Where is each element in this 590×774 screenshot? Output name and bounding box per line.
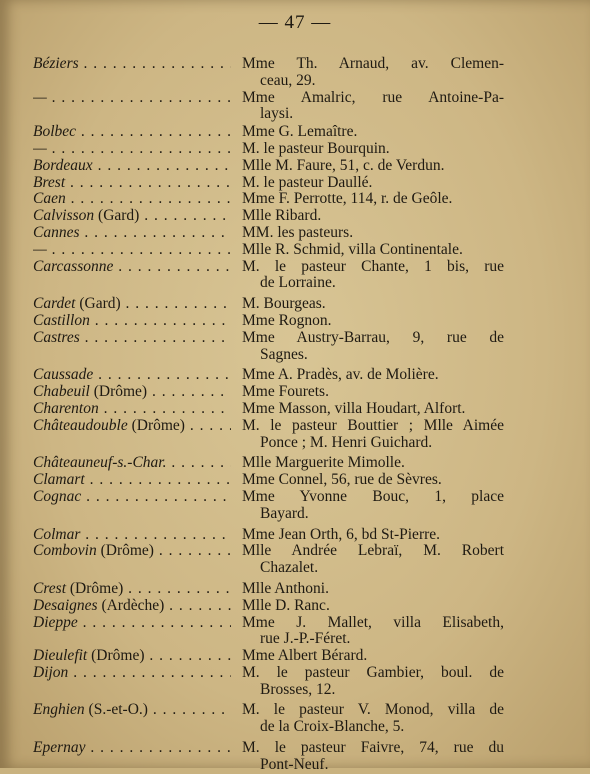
page-number: — 47 — [258,12,332,33]
contact-person [242,90,504,124]
place-region: (Ardèche) [101,597,165,614]
directory-entry [0,615,590,649]
place-label: Châteaudouble [33,417,128,434]
directory-entry [0,158,590,175]
directory-entry [0,401,590,418]
directory-entry [0,527,590,544]
directory-entry [0,740,590,774]
contact-line: Pont-Neuf. [260,755,329,773]
place-region: (Drôme) [93,384,148,401]
place-label: Dieppe [33,614,78,631]
place-name [33,124,231,141]
directory-entry [0,472,590,489]
contact-person [242,175,504,192]
place-name [33,455,231,472]
contact-person [242,124,504,141]
directory-entry [0,259,590,293]
directory-entry [0,418,590,452]
place-name [33,225,231,242]
place-label: Caen [33,191,66,208]
place-label: Castres [33,329,80,346]
contact-line: rue J.-P.-Féret. [260,630,351,648]
contact-person [242,489,504,523]
contact-line: Sagnes. [260,345,308,363]
place-name [33,472,231,489]
contact-line: Mme Connel, 56, rue de Sèvres. [242,471,442,489]
contact-person [242,543,504,577]
contact-line: Mme Austry-Barrau, 9, rue de [242,328,504,346]
contact-person [242,296,504,313]
directory-entry [0,581,590,598]
contact-line: Chazalet. [260,559,319,577]
place-name [33,401,231,418]
place-label: Charenton [33,400,99,417]
directory-entry [0,330,590,364]
place-name [33,384,231,401]
place-label: Carcassonne [33,258,114,275]
directory-entry [0,175,590,192]
place-label: Calvisson [33,208,95,225]
contact-person [242,598,504,615]
directory-entry [0,141,590,158]
place-label: Béziers [33,56,79,72]
contact-line: Mme Yvonne Bouc, 1, place [242,487,504,505]
contact-person [242,615,504,649]
contact-line: Mme Fourets. [242,383,329,401]
place-label: Castillon [33,312,90,329]
contact-line: M. le pasteur Chante, 1 bis, rue [242,257,504,275]
place-name [33,158,231,175]
contact-line: Mme Jean Orth, 6, bd St-Pierre. [242,525,441,543]
contact-person [242,455,504,472]
directory-entry [0,648,590,665]
contact-line: M. le pasteur Faivre, 74, rue du [242,739,504,757]
contact-line: Mme Rognon. [242,311,332,329]
contact-line: Mme A. Pradès, av. de Molière. [242,366,439,384]
directory-entry [0,598,590,615]
contact-person [242,191,504,208]
place-label: Clamart [33,472,85,489]
contact-line: M. le pasteur Daullé. [242,173,373,191]
directory-entry [0,313,590,330]
contact-person [242,330,504,364]
contact-line: Mlle Andrée Lebraï, M. Robert [242,542,504,560]
directory-entry [0,225,590,242]
directory-entry [0,367,590,384]
contact-line: MM. les pasteurs. [242,223,354,241]
place-label: Dieulefit [33,648,88,665]
place-name [33,141,231,158]
place-region: (S.-et-O.) [88,702,148,719]
contact-line: M. le pasteur Bouttier ; Mlle Aimée [242,416,504,434]
place-region: (Drôme) [91,648,145,665]
contact-person [242,384,504,401]
place-label: Bolbec [33,124,77,141]
contact-line: Mme G. Lemaître. [242,123,358,141]
contact-person [242,418,504,452]
contact-person [242,208,504,225]
contact-line: Mme F. Perrotte, 114, r. de Geôle. [242,190,453,208]
directory-list [0,56,590,774]
contact-line: M. le pasteur V. Monod, villa de [242,701,504,719]
place-label: Cannes [33,224,80,241]
contact-person [242,472,504,489]
contact-line: Mme Masson, villa Houdart, Alfort. [242,399,466,417]
contact-person [242,648,504,665]
place-name [33,175,231,192]
place-label: Châteauneuf-s.-Char. [33,455,167,472]
contact-line: Ponce ; M. Henri Guichard. [260,433,433,451]
contact-line: de Lorraine. [260,274,336,292]
contact-line: laysi. [260,105,294,123]
directory-entry [0,191,590,208]
contact-line: M. le pasteur Bourquin. [242,139,390,157]
place-label: Crest [33,580,67,597]
place-name [33,702,231,719]
contact-person [242,313,504,330]
place-name [33,367,231,384]
place-region: (Gard) [79,296,121,313]
place-region: (Drôme) [100,543,154,560]
place-name [33,208,231,225]
contact-person [242,367,504,384]
place-label: Caussade [33,367,94,384]
place-label: Cognac [33,488,82,505]
contact-line: Bayard. [260,504,309,522]
contact-person [242,665,504,699]
contact-person [242,225,504,242]
contact-line: Mme Th. Arnaud, av. Clemen- [242,55,504,72]
contact-line: M. le pasteur Gambier, boul. de [242,663,504,681]
place-name [33,259,231,276]
place-name [33,242,231,259]
place-region: (Drôme) [131,417,185,434]
contact-person [242,141,504,158]
place-label: Combovin [33,543,97,560]
place-name [33,330,231,347]
place-name [33,56,231,73]
directory-entry [0,702,590,736]
contact-line: ceau, 29. [260,71,316,89]
contact-line: Mlle R. Schmid, villa Continentale. [242,240,463,258]
place-label: Brest [33,174,66,191]
contact-line: Mme Amalric, rue Antoine-Pa- [242,88,504,106]
contact-person [242,401,504,418]
place-name [33,615,231,632]
place-label: Chabeuil [33,384,90,401]
place-label: Dijon [33,664,69,681]
place-label: — [33,140,47,157]
contact-person [242,158,504,175]
place-label: Cardet [33,296,76,313]
contact-person [242,702,504,736]
contact-line: Mme J. Mallet, villa Elisabeth, [242,613,504,631]
place-region: (Drôme) [69,580,124,597]
directory-entry [0,543,590,577]
contact-person [242,527,504,544]
directory-entry [0,90,590,124]
directory-entry [0,489,590,523]
contact-line: Mlle Anthoni. [242,579,329,597]
contact-person [242,259,504,293]
place-name [33,313,231,330]
contact-line: Mlle M. Faure, 51, c. de Verdun. [242,156,445,174]
place-name [33,648,231,665]
place-name [33,527,231,544]
place-name [33,90,231,107]
place-name [33,489,231,506]
directory-entry [0,384,590,401]
place-label: Desaignes [33,597,98,614]
directory-entry [0,665,590,699]
contact-person [242,740,504,774]
place-name [33,740,231,757]
place-label: Colmar [33,526,81,543]
directory-entry [0,208,590,225]
contact-line: Mlle D. Ranc. [242,596,330,614]
place-label: — [33,89,47,106]
contact-line: Brosses, 12. [260,680,336,698]
place-label: — [33,241,47,258]
directory-entry [0,124,590,141]
directory-entry [0,56,590,90]
contact-person [242,56,504,90]
contact-line: M. Bourgeas. [242,295,326,313]
contact-line: Mme Albert Bérard. [242,647,368,665]
place-label: Epernay [33,740,86,757]
place-name [33,418,231,435]
contact-line: Mlle Marguerite Mimolle. [242,454,405,472]
contact-line: de la Croix-Blanche, 5. [260,718,405,736]
directory-entry [0,455,590,472]
place-label: Enghien [33,702,85,719]
directory-entry [0,296,590,313]
place-name [33,543,231,560]
contact-person [242,242,504,259]
place-name [33,581,231,598]
place-name [33,191,231,208]
contact-line: Mlle Ribard. [242,207,322,225]
place-label: Bordeaux [33,157,93,174]
place-region: (Gard) [98,208,140,225]
contact-person [242,581,504,598]
place-name [33,296,231,313]
directory-entry [0,242,590,259]
place-name [33,598,231,615]
place-name [33,665,231,682]
